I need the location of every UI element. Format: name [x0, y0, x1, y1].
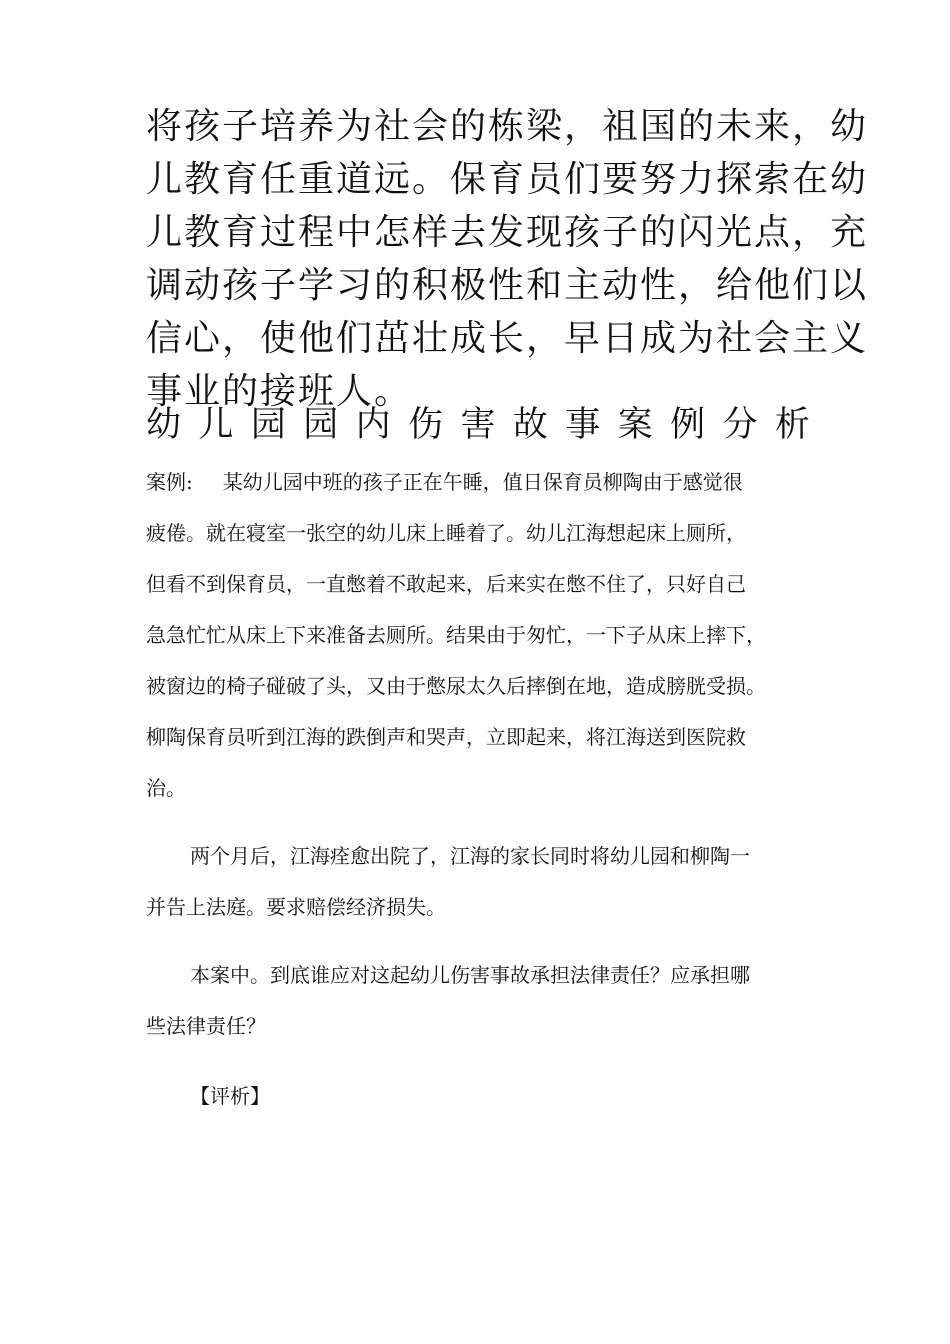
- intro-paragraph: [146, 100, 869, 418]
- heading-char: 内: [355, 405, 391, 445]
- intro-line: 儿教育过程中怎样去发现孩子的闪光点，充: [146, 212, 869, 253]
- paragraph-line: 些法律责任？: [146, 1014, 266, 1038]
- case-line: 柳陶保育员听到江海的跌倒声和哭声，立即起来，将江海送到医院救: [146, 725, 746, 749]
- heading-char: 儿: [198, 405, 234, 445]
- heading-char: 故: [512, 405, 548, 445]
- paragraph-line: 两个月后，江海痊愈出院了，江海的家长同时将幼儿园和柳陶一: [190, 844, 750, 868]
- heading-char: 害: [460, 405, 496, 445]
- paragraph-line: 本案中。到底谁应对这起幼儿伤害事故承担法律责任？应承担哪: [190, 963, 750, 987]
- case-paragraph: [146, 457, 810, 814]
- question-paragraph: [146, 950, 810, 1052]
- intro-line: 调动孩子学习的积极性和主动性，给他们以: [146, 265, 869, 306]
- heading-char: 幼: [146, 405, 182, 445]
- heading-char: 园: [250, 405, 286, 445]
- case-text: 某幼儿园中班的孩子正在午睡，值日保育员柳陶由于感觉很: [222, 470, 743, 494]
- case-line: 治。: [146, 776, 186, 800]
- section-heading: [146, 398, 810, 452]
- analysis-label: 【评析】: [190, 1084, 270, 1108]
- heading-char: 析: [774, 405, 810, 445]
- outcome-paragraph: [146, 831, 810, 933]
- analysis-paragraph: [146, 1071, 810, 1122]
- heading-char: 例: [670, 405, 706, 445]
- heading-char: 事: [565, 405, 601, 445]
- intro-line: 事业的接班人。: [146, 371, 413, 412]
- case-line: 疲倦。就在寝室一张空的幼儿床上睡着了。幼儿江海想起床上厕所，: [146, 521, 746, 545]
- heading-char: 分: [722, 405, 758, 445]
- case-line: 被窗边的椅子碰破了头，又由于憋尿太久后摔倒在地，造成膀胱受损。: [146, 674, 766, 698]
- paragraph-line: 并告上法庭。要求赔偿经济损失。: [146, 895, 446, 919]
- heading-char: 园: [303, 405, 339, 445]
- case-line: 急急忙忙从床上下来准备去厕所。结果由于匆忙，一下子从床上摔下，: [146, 623, 766, 647]
- case-line: 但看不到保育员，一直憋着不敢起来，后来实在憋不住了，只好自己: [146, 572, 746, 596]
- intro-line: 信心，使他们茁壮成长，早日成为社会主义: [146, 318, 869, 359]
- intro-line: 儿教育任重道远。保育员们要努力探索在幼: [146, 159, 869, 200]
- intro-line: 将孩子培养为社会的栋梁，祖国的未来，幼: [146, 106, 869, 147]
- heading-char: 伤: [408, 405, 444, 445]
- case-line: [146, 457, 810, 508]
- case-label: 案例:: [146, 470, 193, 494]
- heading-char: 案: [617, 405, 653, 445]
